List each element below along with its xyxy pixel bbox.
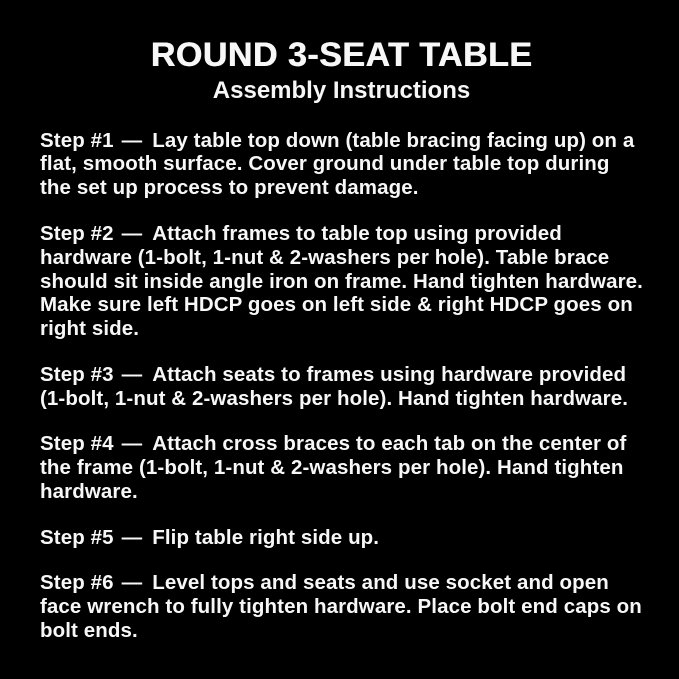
step-3-label: Step #3 <box>40 362 114 386</box>
steps-list <box>40 129 643 643</box>
step-4 <box>40 432 643 503</box>
step-4-text: Attach cross braces to each tab on the center of the frame (1-bolt, 1-nut & 2-washers per hole). Hand tighten hardware. <box>40 432 627 503</box>
step-2-text: Attach frames to table top using provided hardware (1-bolt, 1-nut & 2-washers per hole). Table brace should sit inside angle iron on frame. Hand tighten hardware. Make sure left HDCP goes on left side & right HDCP goes on right side. <box>40 221 643 341</box>
step-3-separator: — <box>121 362 143 386</box>
step-1 <box>40 129 643 200</box>
step-2-label: Step #2 <box>40 221 114 245</box>
step-1-label: Step #1 <box>40 128 114 152</box>
step-2 <box>40 222 643 341</box>
page-title: ROUND 3-SEAT TABLE <box>150 36 533 74</box>
step-1-text: Lay table top down (table bracing facing up) on a flat, smooth surface. Cover ground under table top during the set up process to prevent damage. <box>40 128 635 200</box>
step-5-separator: — <box>121 525 143 549</box>
page-subtitle: Assembly Instructions <box>212 77 471 105</box>
step-5-text: Flip table right side up. <box>152 525 380 549</box>
step-6 <box>40 571 643 642</box>
step-1-separator: — <box>121 128 143 152</box>
step-4-label: Step #4 <box>40 432 114 456</box>
step-3-text: Attach seats to frames using hardware provided (1-bolt, 1-nut & 2-washers per hole). Hand tighten hardware. <box>40 362 629 410</box>
step-5-label: Step #5 <box>40 525 114 549</box>
step-6-separator: — <box>121 571 143 595</box>
step-6-label: Step #6 <box>40 571 114 595</box>
step-6-text: Level tops and seats and use socket and open face wrench to fully tighten hardware. Place bolt end caps on bolt ends. <box>40 571 642 642</box>
step-4-separator: — <box>121 432 143 456</box>
step-2-separator: — <box>121 221 143 245</box>
step-3 <box>40 363 643 411</box>
step-5 <box>40 526 643 550</box>
